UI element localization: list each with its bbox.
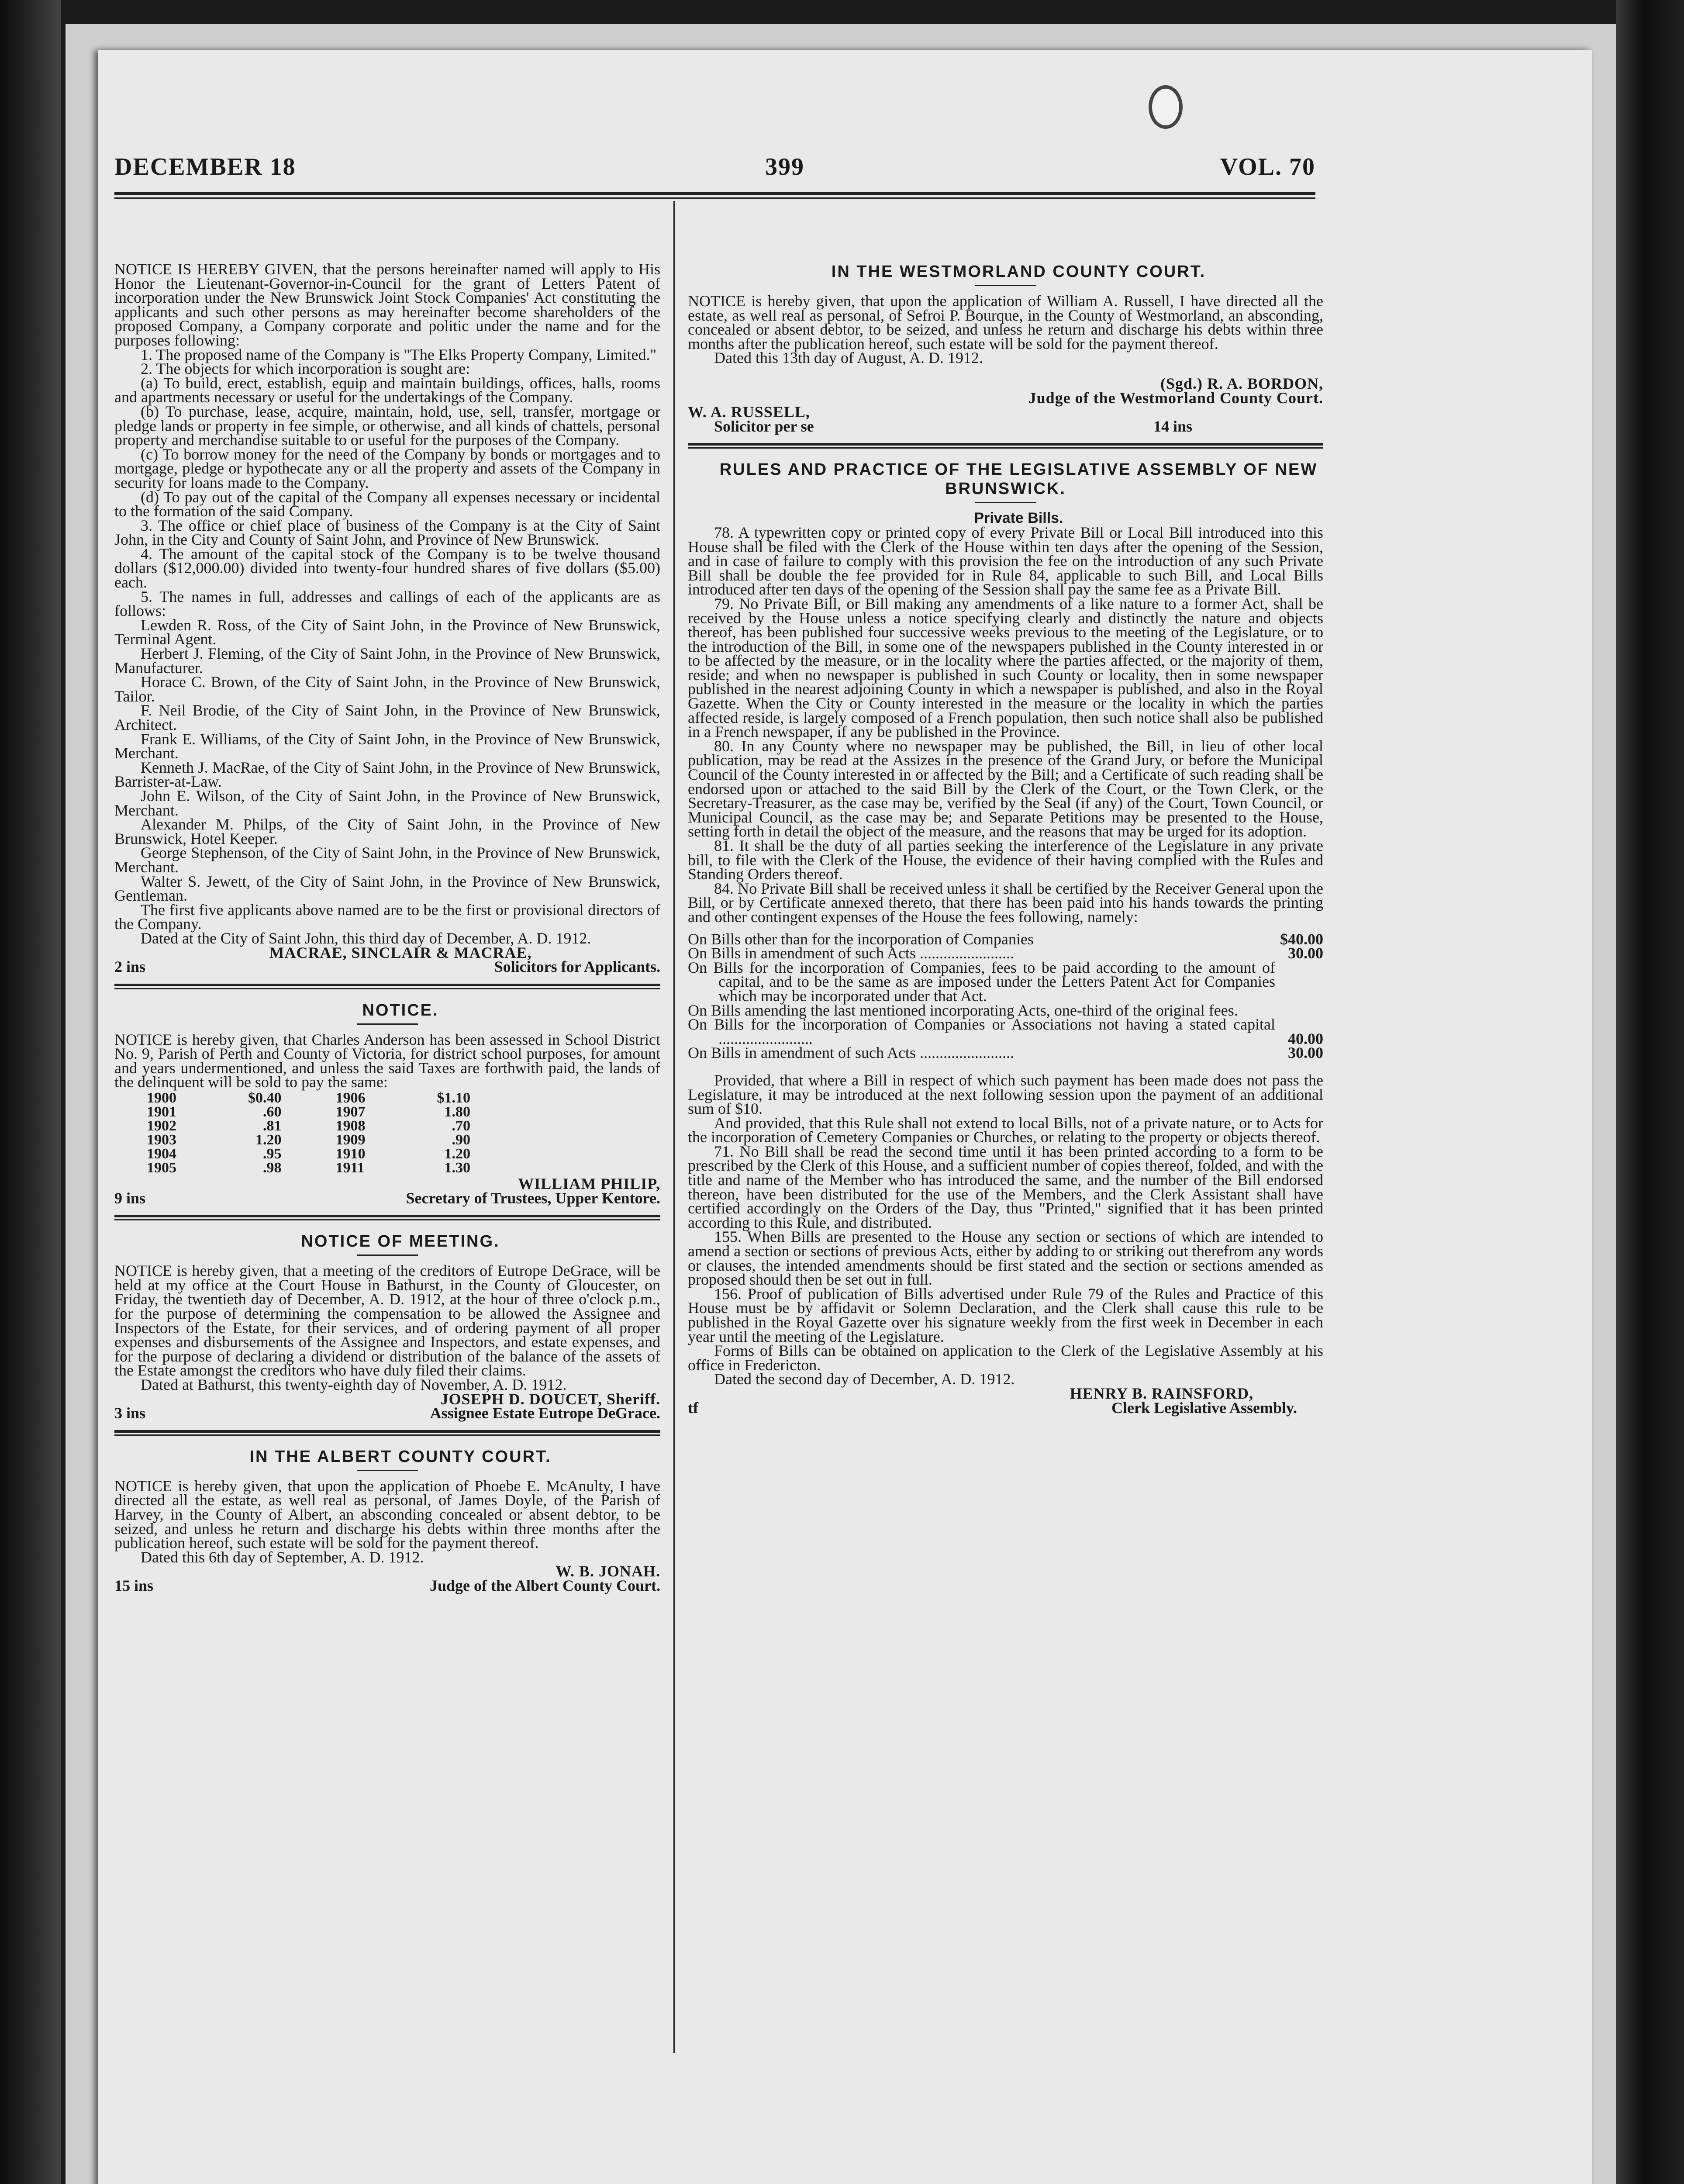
rule-81: 81. It shall be the duty of all parties seeking the interference of the Legislature in any private bill, to file with the Clerk of the House, the evidence of their having complied with the Rules and Standing Orders thereof. xyxy=(688,837,1323,883)
tax-year: 1903 xyxy=(147,1132,176,1148)
heading-rule xyxy=(357,1023,418,1025)
albert-court-notice xyxy=(114,1447,660,1593)
scanner-frame-left xyxy=(0,0,61,2184)
rules-subheading: Private Bills. xyxy=(974,510,1063,527)
tax-amount: .90 xyxy=(452,1132,470,1148)
tax-signer-title: Secretary of Trustees, Upper Kentore. xyxy=(406,1189,660,1207)
tax-year: 1907 xyxy=(335,1104,366,1120)
westmorland-signer: (Sgd.) R. A. BORDON, xyxy=(1160,374,1323,392)
legislative-rules xyxy=(688,460,1323,1415)
tax-year: 1910 xyxy=(335,1146,366,1162)
tax-year: 1908 xyxy=(335,1118,366,1134)
applicant: Walter S. Jewett, of the City of Saint John, in the Province of New Brunswick, Gentleman. xyxy=(114,872,660,905)
header-rule xyxy=(114,192,1315,195)
tax-row xyxy=(141,1147,476,1161)
tax-notice-heading: NOTICE. xyxy=(362,1001,439,1019)
left-column xyxy=(114,262,660,1593)
westmorland-solicitor: W. A. RUSSELL, xyxy=(688,403,810,421)
rule-71: 71. No Bill shall be read the second time until it has been printed according to a form to be prescribed by the Clerk of this House, and a sufficient number of copies thereof, folded, and with the title and name of the Member who has introduced the same, and the number of the Bill endorsed thereon, have been distributed for the use of the Members, and the Clerk Assistant shall have certified accordingly on the Orders of the Day, thus "Printed," signified that it has been printed according to this Rule, and distributed. xyxy=(688,1142,1323,1231)
proviso-1: Provided, that where a Bill in respect of which such payment has been made does not pass the Legislature, it may be introduced at the next following session upon the payment of an additional sum of $10. xyxy=(688,1071,1323,1118)
elks-directors: The first five applicants above named are to be the first or provisional directors of the Company. xyxy=(114,901,660,933)
fee-description: On Bills in amendment of such Acts ........................ xyxy=(688,1044,1014,1062)
elks-signature-line xyxy=(114,960,660,974)
fee-amount: 40.00 xyxy=(1288,1030,1323,1047)
tax-amount: .95 xyxy=(263,1146,282,1162)
elks-item-3: 3. The office or chief place of business of the Company is at the City of Saint John, in the City and County of Saint John, and Province of New Brunswick. xyxy=(114,516,660,549)
tax-year: 1906 xyxy=(335,1090,366,1106)
rule-84: 84. No Private Bill shall be received unless it shall be certified by the Receiver General upon the Bill, or by Certificate annexed thereto, that there has been paid into his hands towards the printing and other contingent expenses of the House the fees following, namely: xyxy=(688,879,1323,926)
header-rule-thin xyxy=(114,197,1315,199)
tax-signature-line xyxy=(114,1191,660,1206)
rules-signer-title: Clerk Legislative Assembly. xyxy=(1111,1399,1297,1417)
punch-hole xyxy=(1149,85,1183,129)
westmorland-dated: Dated this 13th day of August, A. D. 1912. xyxy=(714,349,983,367)
meeting-signer: JOSEPH D. DOUCET, Sheriff. xyxy=(440,1390,660,1408)
fee-amount xyxy=(1275,961,1323,1003)
albert-insertions: 15 ins xyxy=(114,1576,154,1594)
tax-amount: 1.80 xyxy=(444,1104,470,1120)
tax-row xyxy=(141,1161,476,1175)
elks-item-1: 1. The proposed name of the Company is "The Elks Property Company, Limited." xyxy=(141,346,657,363)
tax-table xyxy=(141,1091,476,1175)
section-rule-thin xyxy=(114,1434,660,1436)
elks-item-2: 2. The objects for which incorporation is sought are: xyxy=(141,360,470,378)
tax-year: 1909 xyxy=(335,1132,366,1148)
tax-year: 1902 xyxy=(147,1118,176,1134)
westmorland-insertions: 14 ins xyxy=(1153,417,1192,435)
tax-year: 1901 xyxy=(147,1104,176,1120)
fee-row xyxy=(688,961,1323,1003)
albert-dated: Dated this 6th day of September, A. D. 1912. xyxy=(141,1548,424,1566)
applicant: F. Neil Brodie, of the City of Saint John, in the Province of New Brunswick, Architect. xyxy=(114,702,660,733)
meeting-signature-line xyxy=(114,1406,660,1420)
page-number: 399 xyxy=(765,153,804,180)
albert-heading: IN THE ALBERT COUNTY COURT. xyxy=(249,1447,552,1466)
rules-forms: Forms of Bills can be obtained on application to the Clerk of the Legislative Assembly at his office in Fredericton. xyxy=(688,1342,1323,1374)
tax-amount: 1.20 xyxy=(255,1132,282,1148)
tax-amount: 1.20 xyxy=(444,1146,470,1162)
elks-item-4: 4. The amount of the capital stock of the Company is to be twelve thousand dollars ($12,000.00) divided into twenty-four hundred shares of five dollars ($5.00) each. xyxy=(114,545,660,591)
fee-amount: 30.00 xyxy=(1288,944,1323,962)
applicant: Lewden R. Ross, of the City of Saint John, in the Province of New Brunswick, Terminal Agent. xyxy=(114,616,660,648)
tax-amount: $1.10 xyxy=(437,1090,470,1106)
proviso-2: And provided, that this Rule shall not extend to local Bills, not of a private nature, or to Acts for the incorporation of Cemetery Companies or Churches, or relating to the property or objects thereof. xyxy=(688,1114,1323,1146)
meeting-signer-title: Assignee Estate Eutrope DeGrace. xyxy=(430,1404,660,1422)
elks-item-b: (b) To purchase, lease, acquire, maintain, hold, use, sell, transfer, mortgage or pledge lands or property in fee simple, or otherwise, and all kinds of chattels, personal property and merchandise suitable to or useful for the purposes of the Company. xyxy=(114,402,660,449)
westmorland-solicitor-title: Solicitor per se xyxy=(714,417,814,435)
elks-item-c: (c) To borrow money for the need of the Company by bonds or mortgages and to mortgage, pledge or hypothecate any or all the property and assets of the Company in security for loans made to the Company. xyxy=(114,445,660,491)
elks-signer: MACRAE, SINCLAIR & MACRAE, xyxy=(269,943,532,961)
meeting-notice xyxy=(114,1232,660,1420)
rules-heading: RULES AND PRACTICE OF THE LEGISLATIVE ASSEMBLY OF NEW BRUNSWICK. xyxy=(719,460,1318,498)
fee-amount: 30.00 xyxy=(1288,1044,1323,1062)
scanner-frame-right xyxy=(1616,0,1684,2184)
rules-dated: Dated the second day of December, A. D. 1912. xyxy=(714,1370,1015,1388)
rules-signature-line xyxy=(688,1401,1323,1415)
tax-year: 1900 xyxy=(147,1090,176,1106)
tax-row xyxy=(141,1091,476,1105)
meeting-body: NOTICE is hereby given, that a meeting of the creditors of Eutrope DeGrace, will be held at my office at the Court House in Bathurst, in the County of Gloucester, on Friday, the twentieth day of December, A. D. 1912, at the hour of three o'clock p.m., for the purpose of determining the compensation to be allowed the Assignee and Inspectors of the Estate, for their services, and of ordering payment of all proper expenses and disbursements of the Assignee and Inspectors, and estate expenses, and for the purpose of declaring a dividend or distribution of the balance of the assets of the Estate amongst the creditors who have duly filed their claims. xyxy=(114,1262,660,1379)
rule-155: 155. When Bills are presented to the House any section or sections of which are intended to amend a section or sections of previous Acts, either by adding to or striking out therefrom any words or clauses, the intended amendments should be first stated and the section or sections amended as proposed should then be set out in full. xyxy=(688,1228,1323,1289)
fee-row xyxy=(688,1017,1323,1046)
rules-signer: HENRY B. RAINSFORD, xyxy=(1070,1384,1253,1402)
fee-description: On Bills amending the last mentioned incorporating Acts, one-third of the original fees. xyxy=(688,1001,1238,1019)
applicant: Frank E. Williams, of the City of Saint John, in the Province of New Brunswick, Merchant. xyxy=(114,730,660,762)
westmorland-court-notice xyxy=(688,262,1323,433)
elks-property-notice xyxy=(114,262,660,974)
page-header xyxy=(114,144,1315,192)
tax-amount: .98 xyxy=(263,1160,282,1176)
fee-row xyxy=(688,946,1323,961)
albert-signer: W. B. JONAH. xyxy=(556,1562,660,1580)
tax-amount: .60 xyxy=(263,1104,282,1120)
tax-amount: .70 xyxy=(452,1118,470,1134)
header-date: DECEMBER 18 xyxy=(114,153,296,180)
fee-row xyxy=(688,1046,1323,1060)
section-rule xyxy=(114,984,660,986)
fees-table xyxy=(688,932,1323,1060)
applicant: Herbert J. Fleming, of the City of Saint John, in the Province of New Brunswick, Manufacturer. xyxy=(114,645,660,677)
albert-signer-title: Judge of the Albert County Court. xyxy=(430,1576,660,1594)
tax-amount: .81 xyxy=(263,1118,282,1134)
tax-notice xyxy=(114,1001,660,1206)
elks-item-5: 5. The names in full, addresses and callings of each of the applicants are as follows: xyxy=(114,587,660,620)
tax-year: 1904 xyxy=(147,1146,176,1162)
tax-notice-body: NOTICE is hereby given, that Charles Anderson has been assessed in School District No. 9, Parish of Perth and County of Victoria, for district school purposes, for amount and years undermentioned, and unless the said Taxes are forthwith paid, the lands of the delinquent will be sold to pay the same: xyxy=(114,1030,660,1091)
rule-79: 79. No Private Bill, or Bill making any amendments of a like nature to a former Act, shall be received by the House unless a notice specifying clearly and distinctly the nature and objects thereof, has been published four successive weeks previous to the meeting of the Legislature, or to the introduction of the Bill, in some one of the newspapers published in the County interested in or to be affected by the measure, or in the locality where the parties affected, or the majority of them, reside; and when no newspaper is published in such County or locality, then in some newspaper published in the nearest adjoining County in which a newspaper is published, and also in the Royal Gazette. When the City or County interested in the measure or the locality in which the parties affected reside, is largely composed of a French population, then such notice shall also be published in a French newspaper, if any be published in the Province. xyxy=(688,594,1323,741)
fee-description: On Bills for the incorporation of Companies, fees to be paid according to the amount of capital, and to be the same as are imposed under the Letters Patent Act for Companies which may be incorporated under that Act. xyxy=(688,958,1275,1005)
elks-dated: Dated at the City of Saint John, this third day of December, A. D. 1912. xyxy=(141,929,591,947)
albert-body: NOTICE is hereby given, that upon the application of Phoebe E. McAnulty, I have directed all the estate, as well real as personal, of James Doyle, of the Parish of Harvey, in the County of Albert, an absconding concealed or absent debtor, to be seized, and unless he return and discharge his debts within three months after the publication hereof, such estate will be sold for the payment thereof. xyxy=(114,1477,660,1552)
volume-number: VOL. 70 xyxy=(1220,153,1315,180)
westmorland-signer-title: Judge of the Westmorland County Court. xyxy=(1028,389,1323,407)
heading-rule xyxy=(975,285,1036,286)
tax-signer: WILLIAM PHILIP, xyxy=(518,1175,660,1193)
applicant: Alexander M. Philps, of the City of Saint John, in the Province of New Brunswick, Hotel Keeper. xyxy=(114,816,660,847)
meeting-dated: Dated at Bathurst, this twenty-eighth day of November, A. D. 1912. xyxy=(141,1376,567,1393)
rule-156: 156. Proof of publication of Bills advertised under Rule 79 of the Rules and Practice of this House must be by affidavit or Solemn Declaration, and the Clerk shall cause this rule to be published in the Royal Gazette over his signature weekly from the first week in December in each year until the meeting of the Legislature. xyxy=(688,1285,1323,1345)
section-rule-thin xyxy=(688,447,1323,449)
elks-signer-title: Solicitors for Applicants. xyxy=(494,958,660,976)
tax-amount: 1.30 xyxy=(444,1160,470,1176)
heading-rule xyxy=(357,1254,418,1256)
westmorland-solicitor-line xyxy=(688,419,1323,434)
applicant: Kenneth J. MacRae, of the City of Saint John, in the Province of New Brunswick, Barrister-at-Law. xyxy=(114,758,660,791)
heading-rule xyxy=(357,1470,418,1471)
fee-description: On Bills for the incorporation of Companies or Associations not having a stated capital ........................ xyxy=(688,1016,1275,1047)
tax-year: 1905 xyxy=(147,1160,176,1176)
applicant: Horace C. Brown, of the City of Saint John, in the Province of New Brunswick, Tailor. xyxy=(114,673,660,705)
fee-amount xyxy=(1275,1003,1323,1018)
section-rule xyxy=(114,1215,660,1217)
fee-amount: $40.00 xyxy=(1280,930,1323,948)
tax-year: 1911 xyxy=(335,1160,365,1176)
rule-78: 78. A typewritten copy or printed copy of every Private Bill or Local Bill introduced into this House shall be filed with the Clerk of the House within ten days after the opening of the Session, and in case of failure to comply with this provision the fee on the introduction of any such Private Bill shall be double the fee provided for in Rule 84, applicable to such Bill, and Local Bills introduced after ten days of the opening of the Session shall pay the same fee as a Private Bill. xyxy=(688,523,1323,598)
right-column xyxy=(688,262,1323,1415)
westmorland-body: NOTICE is hereby given, that upon the application of William A. Russell, I have directed all the estate, as well real as personal, of Sefroi P. Bourque, in the County of Westmorland, an absconding, concealed or absent debtor, to be seized, and unless he return and discharge his debts within three months after the publication hereof, such estate will be sold for the payment thereof. xyxy=(688,292,1323,352)
meeting-heading: NOTICE OF MEETING. xyxy=(301,1232,500,1251)
fee-description: On Bills in amendment of such Acts ........................ xyxy=(688,944,1014,962)
elks-intro: NOTICE IS HEREBY GIVEN, that the persons hereinafter named will apply to His Honor the Lieutenant-Governor-in-Council for the grant of Letters Patent of incorporation under the New Brunswick Joint Stock Companies' Act constituting the applicants and such other persons as may hereinafter become shareholders of the proposed Company, a Company corporate and politic under the name and for the purposes following: xyxy=(114,260,660,349)
tax-row xyxy=(141,1105,476,1119)
rules-tf: tf xyxy=(688,1399,698,1417)
albert-signature-line xyxy=(114,1576,660,1594)
elks-insertions: 2 ins xyxy=(114,958,146,976)
section-rule xyxy=(114,1430,660,1433)
elks-item-d: (d) To pay out of the capital of the Company all expenses necessary or incidental to the formation of the said Company. xyxy=(114,488,660,520)
elks-item-a: (a) To build, erect, establish, equip and maintain buildings, offices, halls, rooms and apartments necessary or useful for the undertakings of the Company. xyxy=(114,374,660,406)
meeting-insertions: 3 ins xyxy=(114,1404,146,1422)
heading-rule xyxy=(975,502,1036,503)
westmorland-heading: IN THE WESTMORLAND COUNTY COURT. xyxy=(831,263,1206,281)
tax-amount: $0.40 xyxy=(248,1090,282,1106)
column-divider xyxy=(673,201,675,2053)
tax-row xyxy=(141,1119,476,1133)
section-rule xyxy=(688,443,1323,446)
fee-description: On Bills other than for the incorporation of Companies xyxy=(688,930,1034,948)
rule-80: 80. In any County where no newspaper may be published, the Bill, in lieu of other local publication, may be read at the Assizes in the presence of the Grand Jury, or before the Municipal Council of the County interested in or affected by the Bill; and a Certificate of such reading shall be endorsed upon or attached to the said Bill by the Clerk of the Court, or the Town Clerk, or the Secretary-Treasurer, as the case may be, verified by the Seal (if any) of the Court, Town Council, or Municipal Council, as the case may be; and Separate Petitions may be presented to the House, setting forth in detail the object of the measure, and the reasons that may be urged for its adoption. xyxy=(688,737,1323,840)
applicant: John E. Wilson, of the City of Saint John, in the Province of New Brunswick, Merchant. xyxy=(114,787,660,819)
section-rule-thin xyxy=(114,1219,660,1220)
tax-row xyxy=(141,1133,476,1147)
applicant: George Stephenson, of the City of Saint John, in the Province of New Brunswick, Merchant. xyxy=(114,844,660,876)
tax-insertions: 9 ins xyxy=(114,1189,146,1207)
section-rule-thin xyxy=(114,988,660,989)
